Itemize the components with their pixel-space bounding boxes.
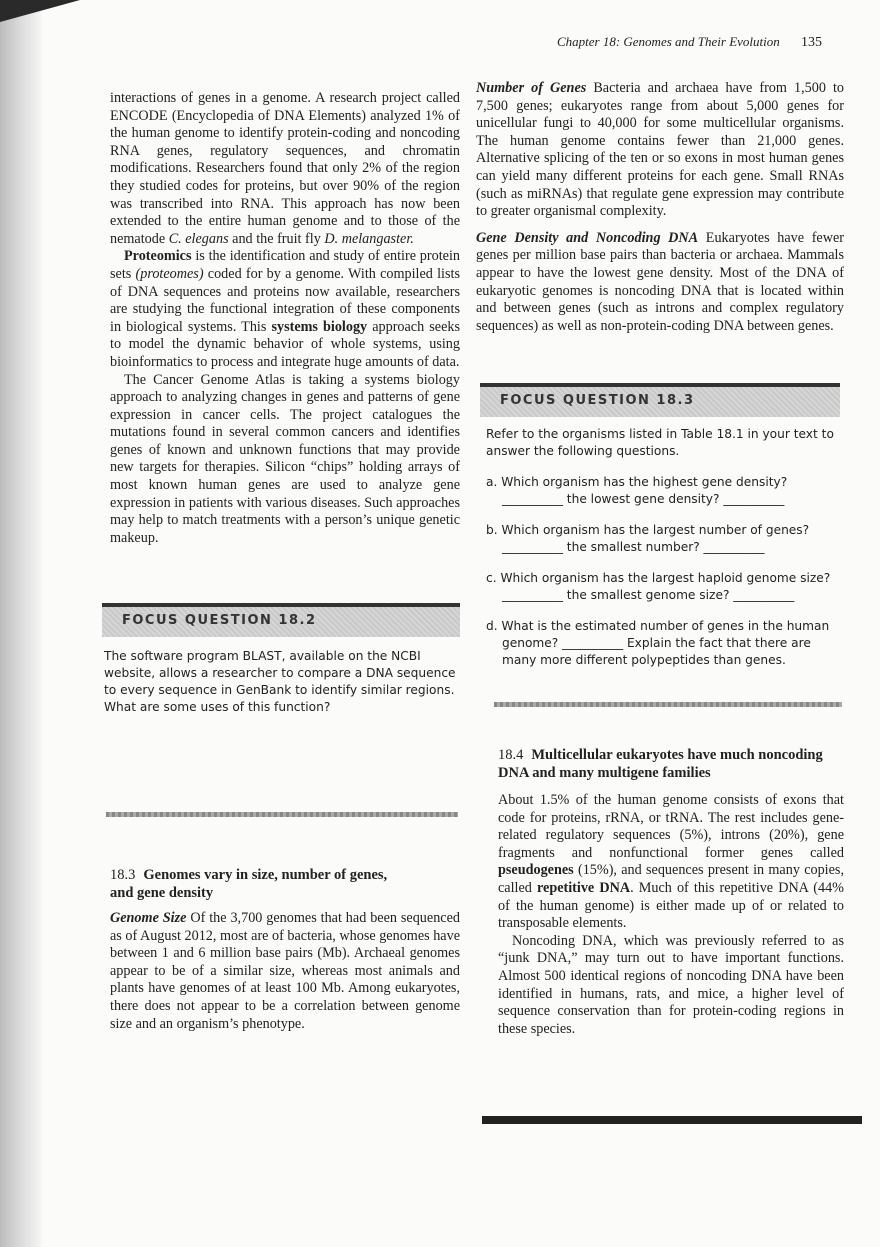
paragraph (110, 90, 460, 248)
text-run: The Cancer Genome Atlas is taking a systems biology approach to analyzing changes in genes and patterns of gene expression in cancer cells. The project catalogues the mutations found in several common cancers and identifies genes of known and unknown functions that may provide new targets for therapies. Silicon “chips” holding arrays of most known human genes are used to analyze gene expression in patients with various diseases. Such approaches may help to match treatments with a person’s unique genetic makeup. (110, 371, 460, 546)
text-run: . Much of this repetitive DNA (44% of the human genome) is either made up of or related to transposable elements. (498, 879, 844, 932)
section-divider (106, 812, 458, 817)
text-run: and the fruit fly (228, 230, 325, 247)
paragraph (110, 372, 460, 548)
section-18-4-body (498, 792, 844, 1038)
text-run: approach seeks to model the dynamic behavior of whole systems, using bioinformatics to process and integrate huge amounts of data. (110, 318, 460, 370)
focus-question-18-2-banner (102, 603, 460, 637)
focus-question-title: FOCUS QUESTION 18.2 (122, 613, 317, 628)
focus-question-18-3-body (486, 426, 838, 669)
scan-corner-shadow (0, 0, 80, 22)
emphasized-term: D. melangaster. (324, 230, 414, 247)
emphasized-term: repetitive DNA (536, 879, 631, 896)
question-b: b. Which organism has the largest number of genes? __________ the smallest number? __________ (486, 523, 810, 554)
paragraph (476, 80, 844, 221)
emphasized-term: Proteomics (124, 248, 192, 265)
text-run: is the identification and study of entire protein sets (110, 248, 460, 282)
emphasized-term: Number of Genes (476, 80, 587, 96)
focus-question-text: The software program BLAST, available on the NCBI website, allows a researcher to compare a DNA sequence to every sequence in GenBank to identify similar regions. What are some uses of this function? (104, 649, 456, 714)
section-title: Multicellular eukaryotes have much noncoding DNA and many multigene families (498, 747, 823, 781)
text-run: (15%), and sequences present in many copies, called (498, 862, 844, 896)
genome-size-paragraph (110, 910, 460, 1033)
page-bottom-rule (482, 1116, 862, 1124)
paragraph (476, 230, 844, 336)
running-header (557, 34, 822, 51)
emphasized-term: (proteomes) (135, 265, 204, 282)
chapter-title: Chapter 18: Genomes and Their Evolution (556, 34, 780, 49)
emphasized-term: Gene Density and Noncoding DNA (476, 229, 699, 246)
scan-page-edge (0, 0, 42, 1247)
paragraph (498, 933, 844, 1039)
paragraph (110, 248, 460, 371)
emphasized-term: C. elegans (168, 230, 229, 247)
text-run: Of the 3,700 genomes that had been sequenced as of August 2012, most are of bacteria, whose genomes have between 1 and 6 million base pairs (Mb). Archaeal genomes appear to be of a similar size, whereas most animals and plants have genomes of at least 100 Mb. Among eukaryotes, there does not appear to be a correlation between genome size and an organism’s phenotype. (110, 910, 460, 1032)
text-run: About 1.5% of the human genome consists of exons that code for proteins, rRNA, or tRNA. The rest includes gene-related regulatory sequences (5%), introns (20%), gene fragments and nonfunctional former genes called (498, 792, 844, 861)
section-heading-18-4 (498, 746, 843, 782)
text-run: Eukaryotes have fewer genes per million base pairs than bacteria or archaea. Mammals appear to have the lowest gene density. Most of the DNA of eukaryotic genomes is noncoding DNA that is located within and between genes (such as introns and complex regulatory sequences) as well as non-protein-coding DNA between genes. (476, 229, 844, 334)
paragraph (498, 792, 844, 933)
text-run: interactions of genes in a genome. A research project called ENCODE (Encyclopedia of DNA Elements) analyzed 1% of the human genome to identify protein-coding and noncoding RNA genes, regulatory sequences, and chromatin modifications. Researchers found that only 2% of the region they studied codes for proteins, but over 90% of the region was transcribed into RNA. This approach has now been extended to the entire human genome and to those of the nematode (110, 90, 460, 247)
question-a: a. Which organism has the highest gene density? __________ the lowest gene density? __________ (486, 475, 788, 506)
text-run: Bacteria and archaea have from 1,500 to 7,500 genes; eukaryotes range from about 5,000 genes for unicellular fungi to 40,000 for some multicellular organisms. The human genome contains fewer than 21,000 genes. Alternative splicing of the ten or so exons in most human genes can yield many different proteins for each gene. Small RNAs (such as miRNAs) that regulate gene expression may contribute to greater organismal complexity. (476, 80, 844, 220)
section-number: 18.3 (110, 867, 136, 883)
paragraph (110, 910, 460, 1033)
question-d: d. What is the estimated number of genes in the human genome? __________ Explain the fact that there are many more different polypeptides than genes. (486, 619, 830, 667)
section-title: Genomes vary in size, number of genes, and gene density (110, 867, 388, 901)
focus-question-intro: Refer to the organisms listed in Table 18.1 in your text to answer the following questions. (486, 427, 834, 458)
page-number: 135 (801, 35, 822, 50)
right-column-body (476, 80, 844, 335)
section-heading-18-3 (110, 866, 410, 902)
focus-question-title: FOCUS QUESTION 18.3 (500, 393, 695, 408)
emphasized-term: systems biology (271, 318, 368, 335)
question-c: c. Which organism has the largest haploid genome size? __________ the smallest genome size? __________ (486, 571, 831, 602)
text-run: coded for by a genome. With compiled lists of DNA sequences and proteins now available, researchers are studying the functional integration of these components in biological systems. This (110, 265, 460, 335)
text-run: Noncoding DNA, which was previously referred to as “junk DNA,” may turn out to have important functions. Almost 500 identical regions of noncoding DNA have been identified in humans, rats, and mice, a higher level of sequence conservation than for protein-coding regions in these species. (498, 932, 844, 1037)
section-number: 18.4 (498, 747, 524, 763)
emphasized-term: Genome Size (110, 910, 187, 926)
emphasized-term: pseudogenes (498, 862, 574, 879)
section-divider (494, 702, 842, 707)
left-column-body (110, 90, 460, 547)
focus-question-18-2-body (104, 648, 456, 716)
focus-question-18-3-banner (480, 383, 840, 417)
